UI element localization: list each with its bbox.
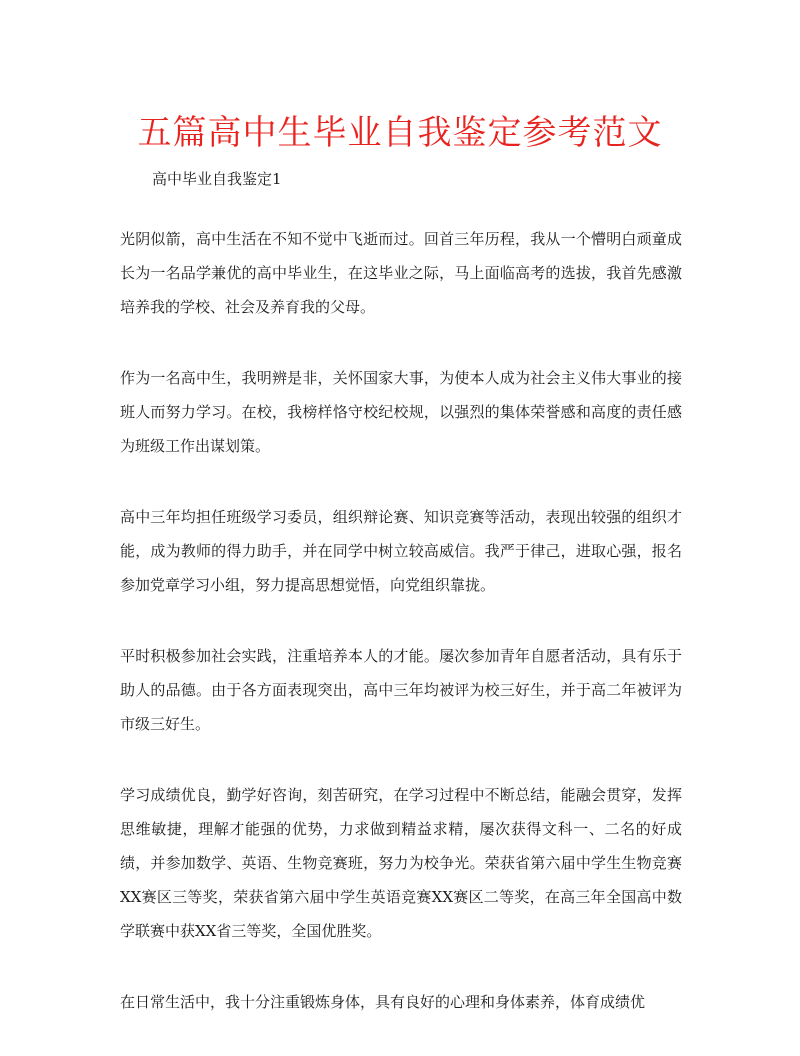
section-heading: 高中毕业自我鉴定1 [152, 170, 282, 188]
paragraph-4: 平时积极参加社会实践，注重培养本人的才能。屡次参加青年自愿者活动，具有乐于助人的品德。由于各方面表现突出，高中三年均被评为校三好生，并于高二年被评为市级三好生。 [120, 647, 682, 733]
paragraph-6: 在日常生活中，我十分注重锻炼身体，具有良好的心理和身体素养，体育成绩优 [120, 993, 646, 1011]
paragraph-2: 作为一名高中生，我明辨是非，关怀国家大事，为使本人成为社会主义伟大事业的接班人而努力学习。在校，我榜样恪守校纪校规，以强烈的集体荣誉感和高度的责任感为班级工作出谋划策。 [120, 369, 682, 455]
document-body [120, 222, 682, 1056]
document-title: 五篇高中生毕业自我鉴定参考范文 [137, 113, 663, 153]
paragraph-1: 光阴似箭，高中生活在不知不觉中飞逝而过。回首三年历程，我从一个懵明白顽童成长为一名品学兼优的高中毕业生，在这毕业之际，马上面临高考的选拔，我首先感激培养我的学校、社会及养育我的父母。 [120, 230, 682, 316]
paragraph-3: 高中三年均担任班级学习委员，组织辩论赛、知识竞赛等活动，表现出较强的组织才能，成为教师的得力助手，并在同学中树立较高威信。我严于律己，进取心强，报名参加党章学习小组，努力提高思想觉悟，向党组织靠拢。 [120, 508, 682, 594]
paragraph-5: 学习成绩优良，勤学好咨询，刻苦研究，在学习过程中不断总结，能融会贯穿，发挥思维敏捷，理解才能强的优势，力求做到精益求精，屡次获得文科一、二名的好成绩，并参加数学、英语、生物竞赛班，努力为校争光。荣获省第六届中学生生物竞赛XX赛区三等奖，荣获省第六届中学生英语竞赛XX赛区二等奖，在高三年全国高中数学联赛中获XX省三等奖，全国优胜奖。 [120, 786, 682, 940]
